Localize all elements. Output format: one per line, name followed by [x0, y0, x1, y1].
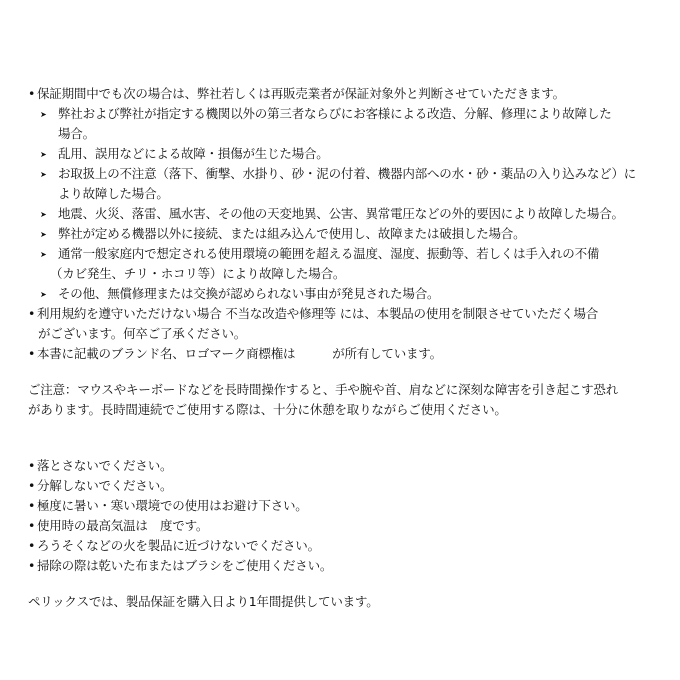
warranty-item — [40, 284, 439, 305]
warranty-item-text: 通常一般家庭内で想定される使用環境の範囲を超える温度、湿度、振動等、若しくは手入れの不備 — [58, 246, 600, 261]
warranty-item-text: 弊社および弊社が指定する機関以外の第三者ならびにお客様による改造、分解、修理により故障した — [58, 106, 612, 121]
bullet-icon: • — [28, 498, 36, 513]
warranty-item — [40, 164, 636, 185]
precaution-item: • 極度に暑い・寒い環境での使用はお避け下さい。 — [28, 496, 308, 516]
arrow-bullet-icon: ➤ — [40, 210, 47, 219]
warranty-item-text: 地震、火災、落雷、風水害、その他の天変地異、公害、異常電圧などの外的要因により故障した場合。 — [58, 206, 624, 221]
arrow-bullet-icon: ➤ — [40, 110, 47, 119]
caution-notice: ご注意：マウスやキーボードなどを長時間操作すると、手や腕や首、肩などに深刻な障害を引き起こす恐れ — [28, 382, 619, 397]
warranty-item-continuation: より故障した場合。 — [58, 186, 169, 201]
bullet-icon: • — [28, 558, 36, 573]
arrow-bullet-icon: ➤ — [40, 250, 47, 259]
bullet-icon: • — [28, 86, 36, 101]
warranty-item — [40, 204, 624, 225]
warranty-item-text: お取扱上の不注意（落下、衝撃、水掛り、砂・泥の付着、機器内部への水・砂・薬品の入り込みなど）に — [58, 166, 637, 181]
bullet-icon: • — [28, 518, 36, 533]
warranty-item-continuation: 場合。 — [58, 126, 95, 141]
bullet-icon: • — [28, 458, 36, 473]
precaution-item: • 使用時の最高気温は 度です。 — [28, 516, 208, 536]
arrow-bullet-icon: ➤ — [40, 170, 47, 179]
warranty-item — [40, 224, 525, 245]
caution-notice-continuation: があります。長時間連続でご使用する際は、十分に休憩を取りながらご使用ください。 — [28, 402, 507, 417]
arrow-bullet-icon: ➤ — [40, 230, 47, 239]
warranty-item — [40, 144, 329, 165]
precaution-item: • ろうそくなどの火を製品に近づけないでください。 — [28, 536, 320, 556]
warranty-item-continuation: （カビ発生、チリ・ホコリ等）により故障した場合。 — [50, 266, 346, 281]
terms-text: 利用規約を遵守いただけない場合 不当な改造や修理等 には、本製品の使用を制限させていただく場合 — [37, 306, 599, 321]
bullet-icon: • — [28, 306, 36, 321]
arrow-bullet-icon: ➤ — [40, 290, 47, 299]
warranty-item-text: 弊社が定める機器以外に接続、または組み込んで使用し、故障または破損した場合。 — [58, 226, 526, 241]
trademark-text: 本書に記載のブランド名、ロゴマーク商標権は が所有しています。 — [37, 346, 442, 361]
trademark-notice — [28, 344, 442, 364]
terms-notice-continuation: がございます。何卒ご了承ください。 — [38, 326, 247, 341]
warranty-item-text: 乱用、誤用などによる故障・損傷が生じた場合。 — [58, 146, 329, 161]
terms-notice — [28, 304, 598, 324]
warranty-item — [40, 104, 612, 125]
arrow-bullet-icon: ➤ — [40, 150, 47, 159]
precaution-item: • 掃除の際は乾いた布またはブラシをご使用ください。 — [28, 556, 332, 576]
warranty-intro — [28, 84, 565, 104]
warranty-intro-text: 保証期間中でも次の場合は、弊社若しくは再販売業者が保証対象外と判断させていただきます。 — [37, 86, 565, 101]
warranty-item — [40, 244, 599, 265]
warranty-period-statement: ペリックスでは、製品保証を購入日より1年間提供しています。 — [28, 594, 379, 609]
precaution-item: • 落とさないでください。 — [28, 456, 172, 476]
warranty-item-text: その他、無償修理または交換が認められない事由が発見された場合。 — [58, 286, 440, 301]
bullet-icon: • — [28, 478, 36, 493]
bullet-icon: • — [28, 538, 36, 553]
precaution-item: • 分解しないでください。 — [28, 476, 172, 496]
bullet-icon: • — [28, 346, 36, 361]
